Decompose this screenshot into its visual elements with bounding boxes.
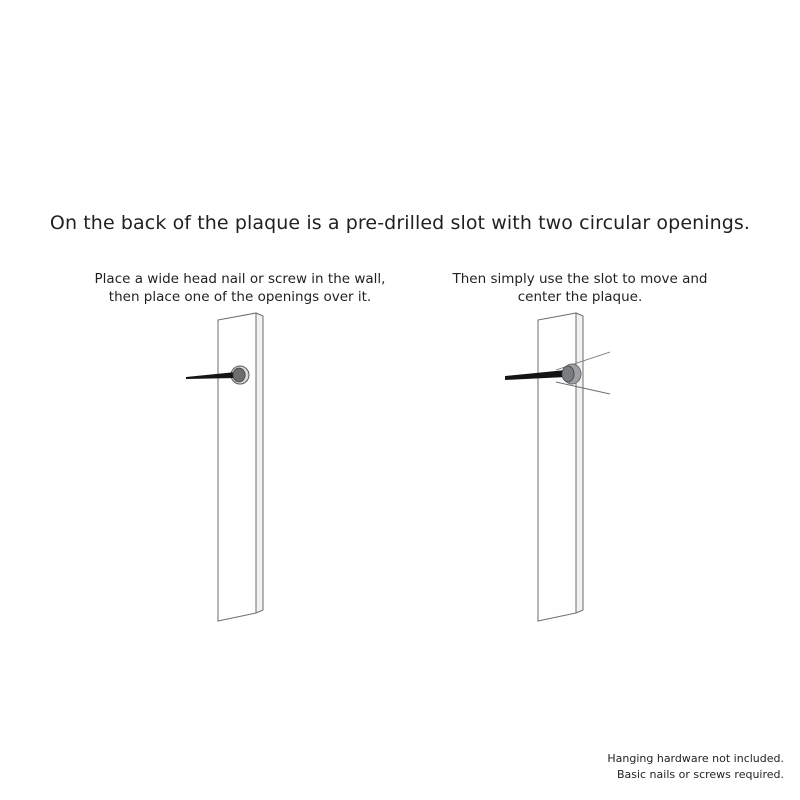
footnote	[607, 751, 784, 782]
figure-area	[0, 300, 800, 640]
plaque-left-face	[218, 313, 256, 621]
footnote-line2: Basic nails or screws required.	[616, 767, 784, 781]
panel-caption-left-line2: then place one of the openings over it.	[108, 289, 372, 306]
plaque-right-edge	[576, 313, 583, 613]
page-title: On the back of the plaque is a pre-drilled slot with two circular openings.	[49, 212, 751, 234]
plaque-right-illustration	[505, 313, 610, 621]
nail-head-left	[233, 368, 245, 382]
panel-caption-right-line1: Then simply use the slot to move and	[452, 271, 708, 287]
nail-shaft-left	[186, 372, 236, 379]
panel-caption-left-line1: Place a wide head nail or screw in the wall,	[94, 271, 386, 287]
plaque-right-face	[538, 313, 576, 621]
plaque-left-illustration	[186, 313, 263, 621]
panel-caption-right-line2: center the plaque.	[517, 289, 643, 306]
footnote-line1: Hanging hardware not included.	[607, 752, 784, 766]
plaque-left-edge	[256, 313, 263, 613]
nail-head-right	[562, 366, 574, 382]
